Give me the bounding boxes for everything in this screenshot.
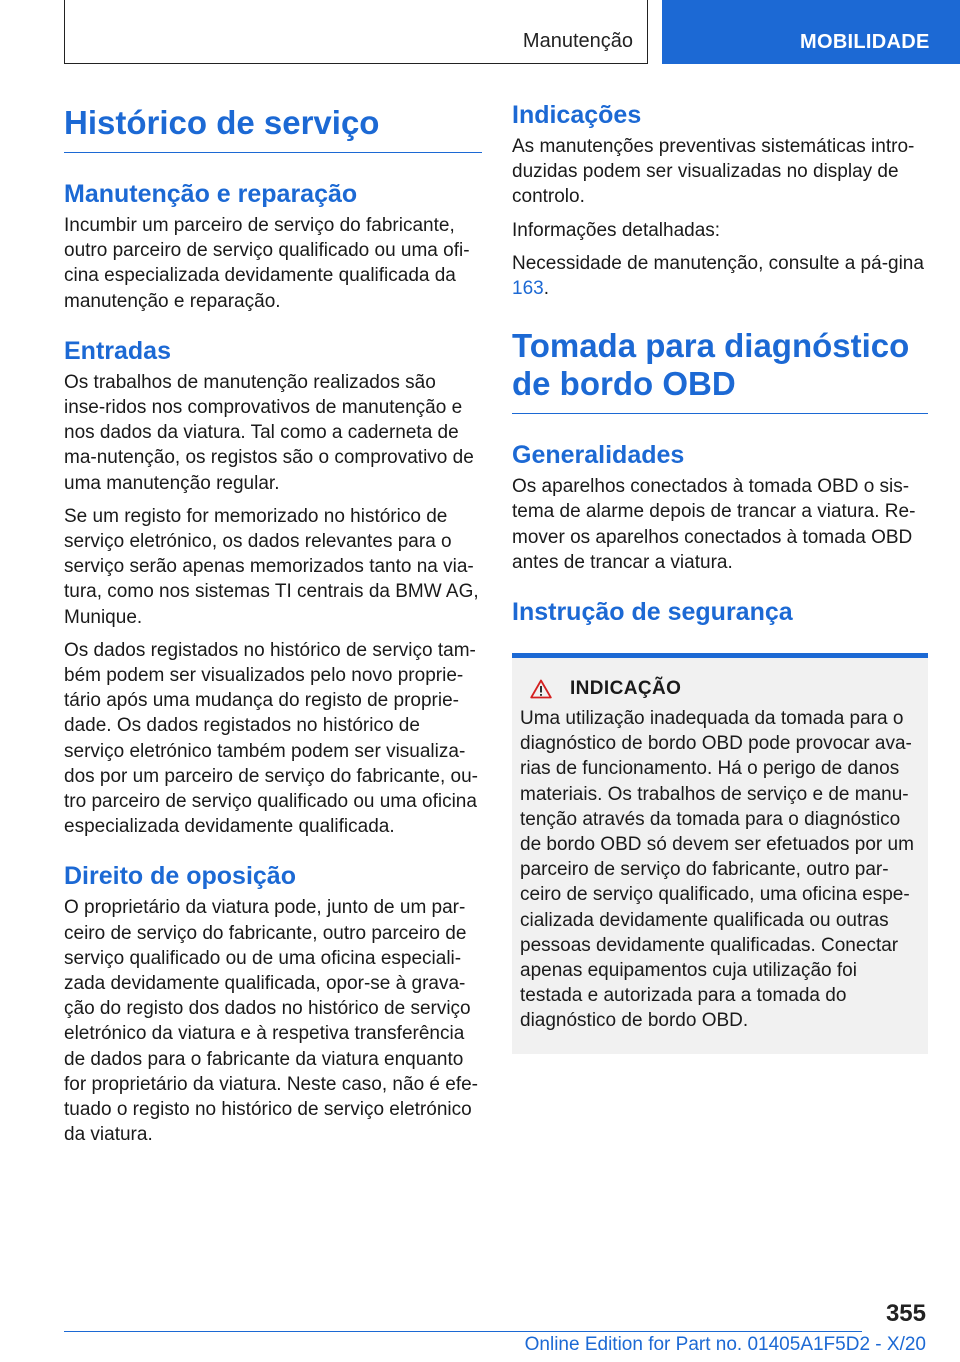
heading-maintenance-repair: Manutenção e reparação (64, 180, 358, 208)
notice-box (512, 653, 928, 1054)
heading-entries: Entradas (64, 336, 171, 365)
title-service-history: Histórico de serviço (64, 104, 482, 153)
notice-text: Uma utilização inadequada da tomada para o diagnóstico de bordo OBD pode provocar ava-rias de funcionamento. Há o perigo de danos materiais. Os trabalhos de serviço e de manu-tenção através da tomada para o diagnóstico de bordo OBD só devem ser efetuados por um parceiro de serviço do fabricante, outro par-ceiro de serviço qualificado, uma oficina espe-cializada devidamente qualificada ou outras pessoas devidamente qualificadas. Conectar apenas equipamentos cuja utilização foi testada e autorizada para a tomada do diagnóstico de bordo OBD. (520, 708, 914, 1032)
header-chapter-tab (662, 0, 960, 64)
header-section-label: Manutenção (522, 30, 633, 52)
heading-general: Generalidades (512, 441, 685, 470)
heading-indications: Indicações (512, 101, 642, 129)
paragraph: Os trabalhos de manutenção realizados são inse-ridos nos comprovativos de manutenção e nos dados da viatura. Tal como a caderneta de ma-nutenção, os registos são o comprovativo de uma manutenção regular. (64, 371, 474, 494)
paragraph: Incumbir um parceiro de serviço do fabricante, outro parceiro de serviço qualificado ou uma ofi-cina especializada devidamente qualificada da manutenção e reparação. (64, 215, 470, 312)
page-number: 355 (885, 1300, 926, 1327)
paragraph: Informações detalhadas: (512, 219, 721, 241)
paragraph: Se um registo for memorizado no histórico de serviço eletrónico, os dados relevantes para o serviço serão apenas memorizados tanto na via-tura, como nos sistemas TI centrais da BMW AG, Munique. (64, 505, 479, 628)
footer-edition: Online Edition for Part no. 01405A1F5D2 - X/20 (524, 1334, 926, 1355)
header-section-tab (64, 0, 648, 64)
paragraph-page-reference: Necessidade de manutenção, consulte a pá-gina 163. (512, 252, 924, 300)
paragraph: Os dados registados no histórico de serviço tam-bém podem ser visualizados pelo novo proprie-tário após uma mudança do registo de proprie-dade. Os dados registados no histórico de serviço eletrónico também podem ser visualiza-dos por um parceiro de serviço do fabricante, ou-tro parceiro de serviço qualificado ou uma oficina especializada devidamente qualificada. (64, 639, 478, 838)
page-link[interactable]: 163 (512, 278, 544, 300)
notice-label: INDICAÇÃO (570, 678, 682, 700)
title-obd-socket: Tomada para diagnóstico de bordo OBD (512, 327, 928, 414)
warning-triangle-icon (530, 679, 552, 699)
heading-right-to-object: Direito de oposição (64, 862, 296, 891)
left-column (64, 100, 482, 1156)
header-chapter-label: MOBILIDADE (800, 31, 930, 53)
paragraph: Os aparelhos conectados à tomada OBD o sis-tema de alarme depois de trancar a viatura. Re-mover os aparelhos conectados à tomada OBD antes de trancar a viatura. (512, 476, 916, 573)
notice-title (530, 678, 920, 700)
paragraph: As manutenções preventivas sistemáticas intro-duzidas podem ser visualizadas no display de controlo. (512, 136, 915, 208)
right-column (512, 100, 928, 1054)
paragraph: O proprietário da viatura pode, junto de um par-ceiro de serviço do fabricante, outro parceiro de serviço qualificado ou de uma oficina especiali-zada devidamente qualificada, opor-se à grava-ção do registo dos dados no histórico de serviço eletrónico da viatura e à respetiva transferência de dados para o fabricante da viatura enquanto for proprietário da viatura. Neste caso, não é efe-tuado o registo no histórico de serviço eletrónico da viatura. (64, 897, 479, 1146)
footer-divider (64, 1331, 862, 1332)
heading-safety: Instrução de segurança (512, 598, 793, 627)
